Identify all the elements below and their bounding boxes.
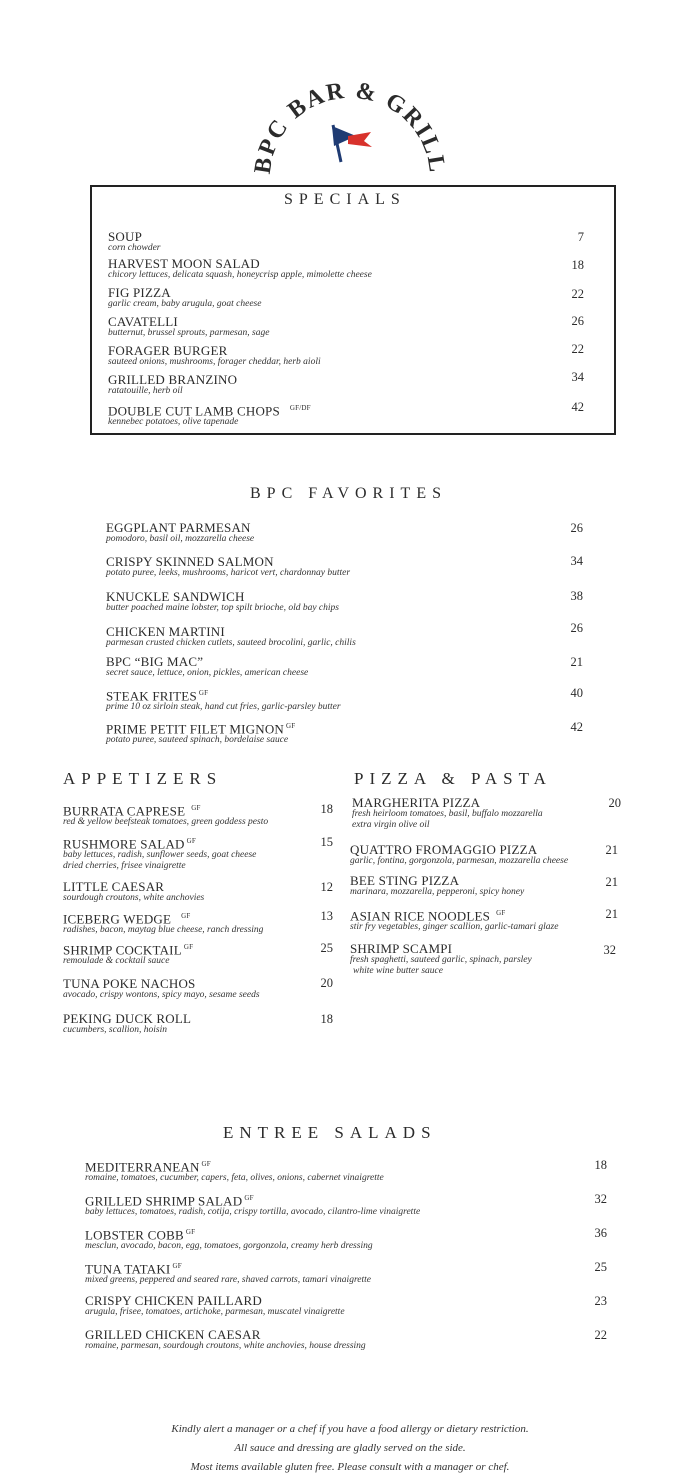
dietary-tag: GF (198, 689, 209, 697)
item-name: SOUP (108, 229, 143, 244)
item-price: 22 (571, 342, 584, 356)
item-name: TUNA TATAKI (85, 1261, 171, 1277)
item-desc: baby lettuces, tomatoes, radish, cotija, crispy tortilla, avocado, cilantro-lime vinaigrette (85, 1207, 421, 1218)
specials-item (108, 286, 261, 310)
item-desc: stir fry vegetables, ginger scallion, garlic-tamari glaze (350, 922, 559, 933)
item-price: 22 (594, 1328, 607, 1342)
favorites-item (106, 521, 254, 545)
item-name: RUSHMORE SALAD (63, 836, 185, 852)
entree-salads-item (85, 1260, 371, 1286)
footer-allergy-note: Kindly alert a manager or a chef if you have a food allergy or dietary restriction. (171, 1423, 529, 1435)
dietary-tag: GF (183, 943, 194, 951)
footer-sauce-note: All sauce and dressing are gladly served on the side. (234, 1442, 466, 1454)
item-price: 21 (605, 875, 618, 889)
item-price: 40 (570, 686, 583, 700)
favorites-item (106, 590, 339, 614)
item-price: 36 (594, 1226, 607, 1240)
item-name: GRILLED SHRIMP SALAD (85, 1193, 243, 1209)
item-desc: cucumbers, scallion, hoisin (63, 1025, 167, 1035)
item-price: 21 (605, 843, 618, 857)
appetizers-item (63, 1012, 191, 1036)
item-name: PRIME PETIT FILET MIGNON (106, 721, 285, 737)
pizza-pasta-title: PIZZA & PASTA (354, 769, 552, 788)
appetizers-item (63, 910, 263, 936)
dietary-tag: GF (244, 1194, 254, 1202)
logo-graphic (230, 70, 470, 190)
item-price: 25 (320, 941, 333, 955)
item-price: 34 (570, 554, 583, 568)
dietary-tag: GF (185, 1228, 196, 1236)
item-name: DOUBLE CUT LAMB CHOPS (108, 403, 280, 419)
favorites-item (106, 625, 356, 649)
logo-text: BPC BAR & GRILL (249, 77, 451, 176)
pizza-pasta-item (350, 874, 524, 898)
item-desc: prime 10 oz sirloin steak, hand cut fries, garlic-parsley butter (106, 702, 341, 713)
appetizers-title: APPETIZERS (63, 769, 223, 788)
specials-item (108, 315, 269, 339)
item-name: SHRIMP COCKTAIL (63, 942, 182, 958)
dietary-tag: GF (201, 1160, 211, 1168)
item-price: 22 (571, 287, 584, 301)
entree-salads-item (85, 1294, 345, 1318)
favorites-item (106, 555, 350, 579)
item-price: 26 (570, 521, 583, 535)
item-desc: mesclun, avocado, bacon, egg, tomatoes, gorgonzola, creamy herb dressing (85, 1241, 373, 1252)
item-price: 25 (594, 1260, 607, 1274)
item-price: 23 (594, 1294, 607, 1308)
item-desc: radishes, bacon, maytag blue cheese, ranch dressing (63, 925, 264, 936)
item-desc: marinara, mozzarella, pepperoni, spicy honey (350, 887, 525, 897)
item-name: MARGHERITA PIZZA (352, 795, 481, 810)
item-desc: red & yellow beefsteak tomatoes, green goddess pesto (63, 817, 269, 828)
item-name: GRILLED CHICKEN CAESAR (85, 1327, 261, 1342)
item-name: TUNA POKE NACHOS (63, 976, 196, 991)
item-desc: garlic cream, baby arugula, goat cheese (108, 299, 262, 309)
pizza-pasta-item (350, 907, 558, 933)
item-price: 32 (594, 1192, 607, 1206)
item-desc: baby lettuces, radish, sunflower seeds, goat cheese (63, 850, 257, 861)
favorites-item (106, 720, 295, 746)
item-name: PEKING DUCK ROLL (63, 1011, 192, 1026)
dietary-tag: GF (186, 837, 196, 845)
item-price: 18 (320, 802, 333, 816)
item-price: 38 (570, 589, 583, 603)
dietary-tag: GF (496, 909, 506, 917)
item-name: BURRATA CAPRESE (63, 803, 186, 819)
item-desc-line2: white wine butter sauce (353, 966, 443, 976)
item-name: CRISPY CHICKEN PAILLARD (85, 1293, 262, 1308)
item-desc: potato puree, leeks, mushrooms, haricot vert, chardonnay butter (106, 568, 351, 578)
dietary-tag: GF (286, 722, 296, 730)
item-desc: romaine, tomatoes, cucumber, capers, feta, olives, onions, cabernet vinaigrette (85, 1173, 384, 1184)
item-desc: romaine, parmesan, sourdough croutons, white anchovies, house dressing (85, 1341, 366, 1351)
item-price: 20 (320, 976, 333, 990)
item-desc: sourdough croutons, white anchovies (63, 893, 205, 903)
favorites-item (106, 655, 308, 679)
item-desc: corn chowder (108, 243, 161, 253)
item-desc: secret sauce, lettuce, onion, pickles, american cheese (106, 668, 309, 678)
item-desc: pomodoro, basil oil, mozzarella cheese (106, 534, 255, 544)
item-price: 18 (320, 1012, 333, 1026)
footer-gluten-note: Most items available gluten free. Please consult with a manager or chef. (190, 1461, 510, 1473)
specials-title: SPECIALS (284, 191, 406, 208)
specials-item (108, 230, 161, 254)
item-desc: ratatouille, herb oil (108, 386, 183, 396)
item-price: 18 (594, 1158, 607, 1172)
entree-salads-title: ENTREE SALADS (223, 1123, 437, 1142)
item-name: ICEBERG WEDGE (63, 911, 172, 927)
dietary-tag: GF (181, 912, 191, 920)
item-name: STEAK FRITES (106, 688, 197, 704)
pizza-pasta-item (352, 796, 543, 831)
item-desc: potato puree, sauteed spinach, bordelaise sauce (106, 735, 289, 746)
appetizers-item (63, 977, 260, 1001)
item-name: QUATTRO FROMAGGIO PIZZA (350, 842, 538, 857)
item-desc: butternut, brussel sprouts, parmesan, sage (108, 328, 270, 338)
item-desc: fresh heirloom tomatoes, basil, buffalo mozzarella (352, 809, 543, 819)
pizza-pasta-item (350, 942, 532, 977)
item-desc: mixed greens, peppered and seared rare, shaved carrots, tamari vinaigrette (85, 1275, 371, 1286)
item-name: FIG PIZZA (108, 285, 171, 300)
dietary-tag: GF (172, 1262, 182, 1270)
specials-item (108, 344, 321, 368)
item-desc: parmesan crusted chicken cutlets, sauteed brocolini, garlic, chilis (106, 638, 356, 648)
item-price: 26 (570, 621, 583, 635)
item-price: 12 (320, 880, 333, 894)
item-desc: kennebec potatoes, olive tapenade (108, 417, 239, 428)
item-price: 21 (570, 655, 583, 669)
item-price: 34 (571, 370, 584, 384)
item-price: 21 (605, 907, 618, 921)
specials-item (108, 402, 311, 428)
item-desc: avocado, crispy wontons, spicy mayo, sesame seeds (63, 990, 260, 1000)
item-desc-line2: dried cherries, frisee vinaigrette (63, 861, 186, 872)
item-name: SHRIMP SCAMPI (350, 941, 453, 956)
item-desc: chicory lettuces, delicata squash, honeycrisp apple, mimolette cheese (108, 270, 372, 280)
item-name: CAVATELLI (108, 314, 178, 329)
item-name: MEDITERRANEAN (85, 1159, 200, 1175)
item-name: FORAGER BURGER (108, 343, 228, 358)
item-desc: remoulade & cocktail sauce (63, 956, 170, 967)
item-name: BPC “BIG MAC” (106, 654, 204, 669)
item-price: 42 (571, 400, 584, 414)
item-name: BEE STING PIZZA (350, 873, 460, 888)
item-price: 13 (320, 909, 333, 923)
item-price: 18 (571, 258, 584, 272)
item-price: 20 (608, 796, 621, 810)
item-name: LOBSTER COBB (85, 1227, 184, 1243)
entree-salads-item (85, 1226, 373, 1252)
appetizers-item (63, 941, 193, 967)
item-desc-line2: extra virgin olive oil (352, 820, 430, 830)
item-name: LITTLE CAESAR (63, 879, 165, 894)
item-name: CRISPY SKINNED SALMON (106, 554, 274, 569)
specials-box (90, 185, 616, 435)
dietary-tag: GF/DF (289, 404, 311, 412)
entree-salads-item (85, 1328, 366, 1352)
favorites-item (106, 687, 341, 713)
item-desc: arugula, frisee, tomatoes, artichoke, parmesan, muscatel vinaigrette (85, 1307, 345, 1317)
restaurant-logo (230, 70, 470, 190)
item-price: 15 (320, 835, 333, 849)
appetizers-item (63, 802, 268, 828)
item-desc: garlic, fontina, gorgonzola, parmesan, mozzarella cheese (350, 856, 569, 866)
appetizers-item (63, 835, 256, 872)
item-name: EGGPLANT PARMESAN (106, 520, 251, 535)
entree-salads-item (85, 1158, 384, 1184)
item-price: 7 (577, 230, 584, 244)
item-price: 26 (571, 314, 584, 328)
item-name: KNUCKLE SANDWICH (106, 589, 245, 604)
appetizers-item (63, 880, 204, 904)
item-name: ASIAN RICE NOODLES (350, 908, 491, 924)
favorites-title: BPC FAVORITES (250, 485, 447, 502)
item-desc: sauteed onions, mushrooms, forager cheddar, herb aioli (108, 357, 321, 367)
item-name: GRILLED BRANZINO (108, 372, 238, 387)
item-price: 42 (570, 720, 583, 734)
item-desc: butter poached maine lobster, top spilt brioche, old bay chips (106, 603, 339, 613)
item-desc: fresh spaghetti, sauteed garlic, spinach, parsley (350, 955, 532, 965)
item-name: CHICKEN MARTINI (106, 624, 225, 639)
item-price: 32 (603, 943, 616, 957)
specials-item (108, 257, 372, 281)
item-name: HARVEST MOON SALAD (108, 256, 260, 271)
pizza-pasta-item (350, 843, 568, 867)
specials-item (108, 373, 237, 397)
dietary-tag: GF (191, 804, 201, 812)
entree-salads-item (85, 1192, 420, 1218)
